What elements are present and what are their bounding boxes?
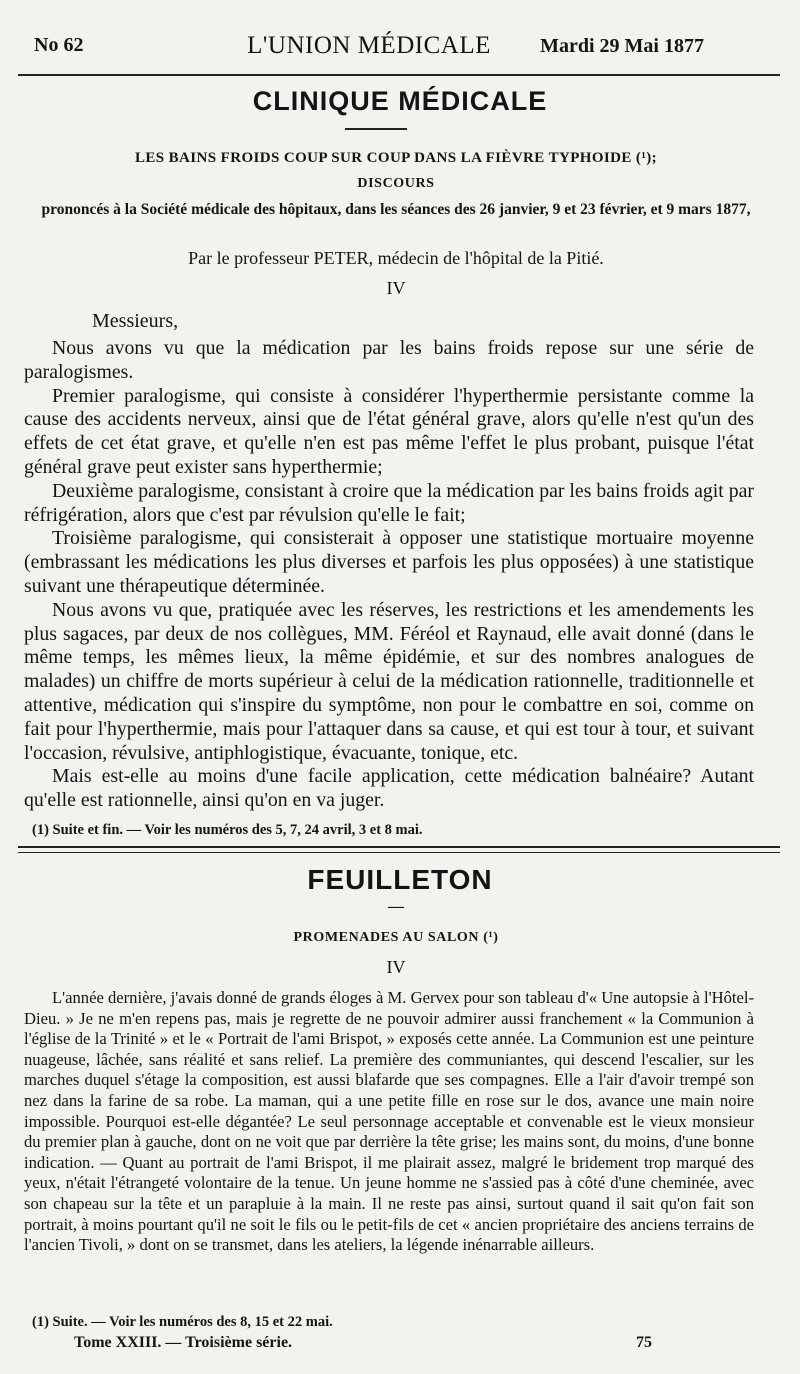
paragraph: Premier paralogisme, qui consiste à considérer l'hyperthermie persistante comme la cause des accidents nerveux, ainsi que de l'état général grave, alors qu'elle n'est qu'un des effets de cet état grave, et qu'elle n'en est pas même l'effet le plus probant, puisque l'état général grave peut exister sans hyperthermie; <box>24 384 754 478</box>
feuilleton-separator <box>18 846 780 853</box>
issue-date: Mardi 29 Mai 1877 <box>540 35 704 57</box>
author-line: Par le professeur PETER, médecin de l'hôpital de la Pitié. <box>188 248 604 268</box>
paragraph: L'année dernière, j'avais donné de grands éloges à M. Gervex pour son tableau d'« Une autopsie à l'Hôtel-Dieu. » Je ne m'en repens pas, mais je regrette de ne pouvoir admirer aussi franchement « la Communion à l'église de la Trinité » et le « Portrait de l'ami Brispot, » exposés cette année. La Communion est une peinture nuageuse, lâchée, sans réalité et sans relief. La première des communiantes, qui descend l'escalier, sur les marches duquel s'étage la composition, est aussi blafarde que ses compagnes. Elle a l'air d'avoir trempé son nez dans la farine de sa robe. La maman, qui a une petite fille en rose sur le dos, avance une main noire impossible. Pourquoi est-elle dégantée? Le seul personnage acceptable et convenable est le vieux monsieur du premier plan à gauche, dont on ne voit que par derrière la tête grise; les mains sont, du moins, d'une bonne indication. — Quant au portrait de l'ami Brispot, il me plairait assez, malgré le bridement trop marqué des yeux, n'était l'étrangeté volontaire de la tenue. Un jeune homme ne s'assied pas à côté d'une cheminée, avec son chapeau sur la tête et un parapluie à la main. Il ne reste pas ainsi, surtout quand il sait qu'on fait son portrait, à moins pourtant qu'il ne soit le fils ou le petit-fils de cet « ancien propriétaire des anciens terrains de l'ancien Tivoli, » dont on se transmet, dans les ateliers, la légende inénarrable ailleurs. <box>24 988 754 1255</box>
clinique-body <box>24 337 754 813</box>
paragraph: Mais est-elle au moins d'une facile application, cette médication balnéaire? Autant qu'elle est rationnelle, ainsi qu'on en va juger. <box>24 765 754 812</box>
page-number: 75 <box>636 1334 652 1351</box>
feuilleton-body <box>24 988 754 1256</box>
feuilleton-heading: FEUILLETON <box>307 864 493 895</box>
clinique-heading-rule <box>345 128 407 130</box>
paragraph: Deuxième paralogisme, consistant à croire que la médication par les bains froids agit par réfrigération, alors que c'est par révulsion qu'elle le fait; <box>24 479 754 526</box>
feuilleton-subtitle: PROMENADES AU SALON (¹) <box>293 930 499 945</box>
paragraph: Troisième paralogisme, qui consisterait à opposer une statistique mortuaire moyenne (embrassant les médications les plus diverses et parfois les plus opposées) à une statistique suivant une thérapeutique déterminée. <box>24 527 754 597</box>
clinique-footnote: (1) Suite et fin. — Voir les numéros des 5, 7, 24 avril, 3 et 8 mai. <box>32 822 423 838</box>
discours-label: DISCOURS <box>357 176 435 191</box>
paragraph: Nous avons vu que, pratiquée avec les réserves, les restrictions et les amendements les plus sagaces, par deux de nos collègues, MM. Féréol et Raynaud, elle avait donné (dans le même temps, les mêmes lieux, la même épidémie, et sur des nombres analogues de malades) un chiffre de morts supérieur à celui de la médication rationnelle, traditionnelle et attentive, médication qui s'inspire du symptôme, non pour le combattre en soi, comme on fait pour l'hyperthermie, mais pour l'attaquer dans sa cause, et qui est tour à tour, et suivant l'occasion, révulsive, antiphlogistique, évacuante, tonique, etc. <box>24 598 754 764</box>
feuilleton-footnote: (1) Suite. — Voir les numéros des 8, 15 et 22 mai. <box>32 1314 333 1330</box>
feuilleton-section-number: IV <box>386 957 406 977</box>
section-number: IV <box>386 278 406 298</box>
article-subtitle: LES BAINS FROIDS COUP SUR COUP DANS LA FIÈVRE TYPHOIDE (¹); <box>134 150 658 166</box>
paragraph: Nous avons vu que la médication par les bains froids repose sur une série de paralogismes. <box>24 337 754 383</box>
feuilleton-dash: — <box>388 898 404 915</box>
journal-title: L'UNION MÉDICALE <box>247 32 491 59</box>
clinique-heading: CLINIQUE MÉDICALE <box>252 86 548 116</box>
issue-number: No 62 <box>34 34 84 56</box>
sessions-line: prononcés à la Société médicale des hôpitaux, dans les séances des 26 janvier, 9 et 23 février, et 9 mars 1877, <box>41 201 751 218</box>
masthead <box>34 30 704 64</box>
salutation: Messieurs, <box>92 310 179 332</box>
masthead-rule <box>18 74 780 76</box>
tome-label: Tome XXIII. — Troisième série. <box>74 1334 293 1351</box>
